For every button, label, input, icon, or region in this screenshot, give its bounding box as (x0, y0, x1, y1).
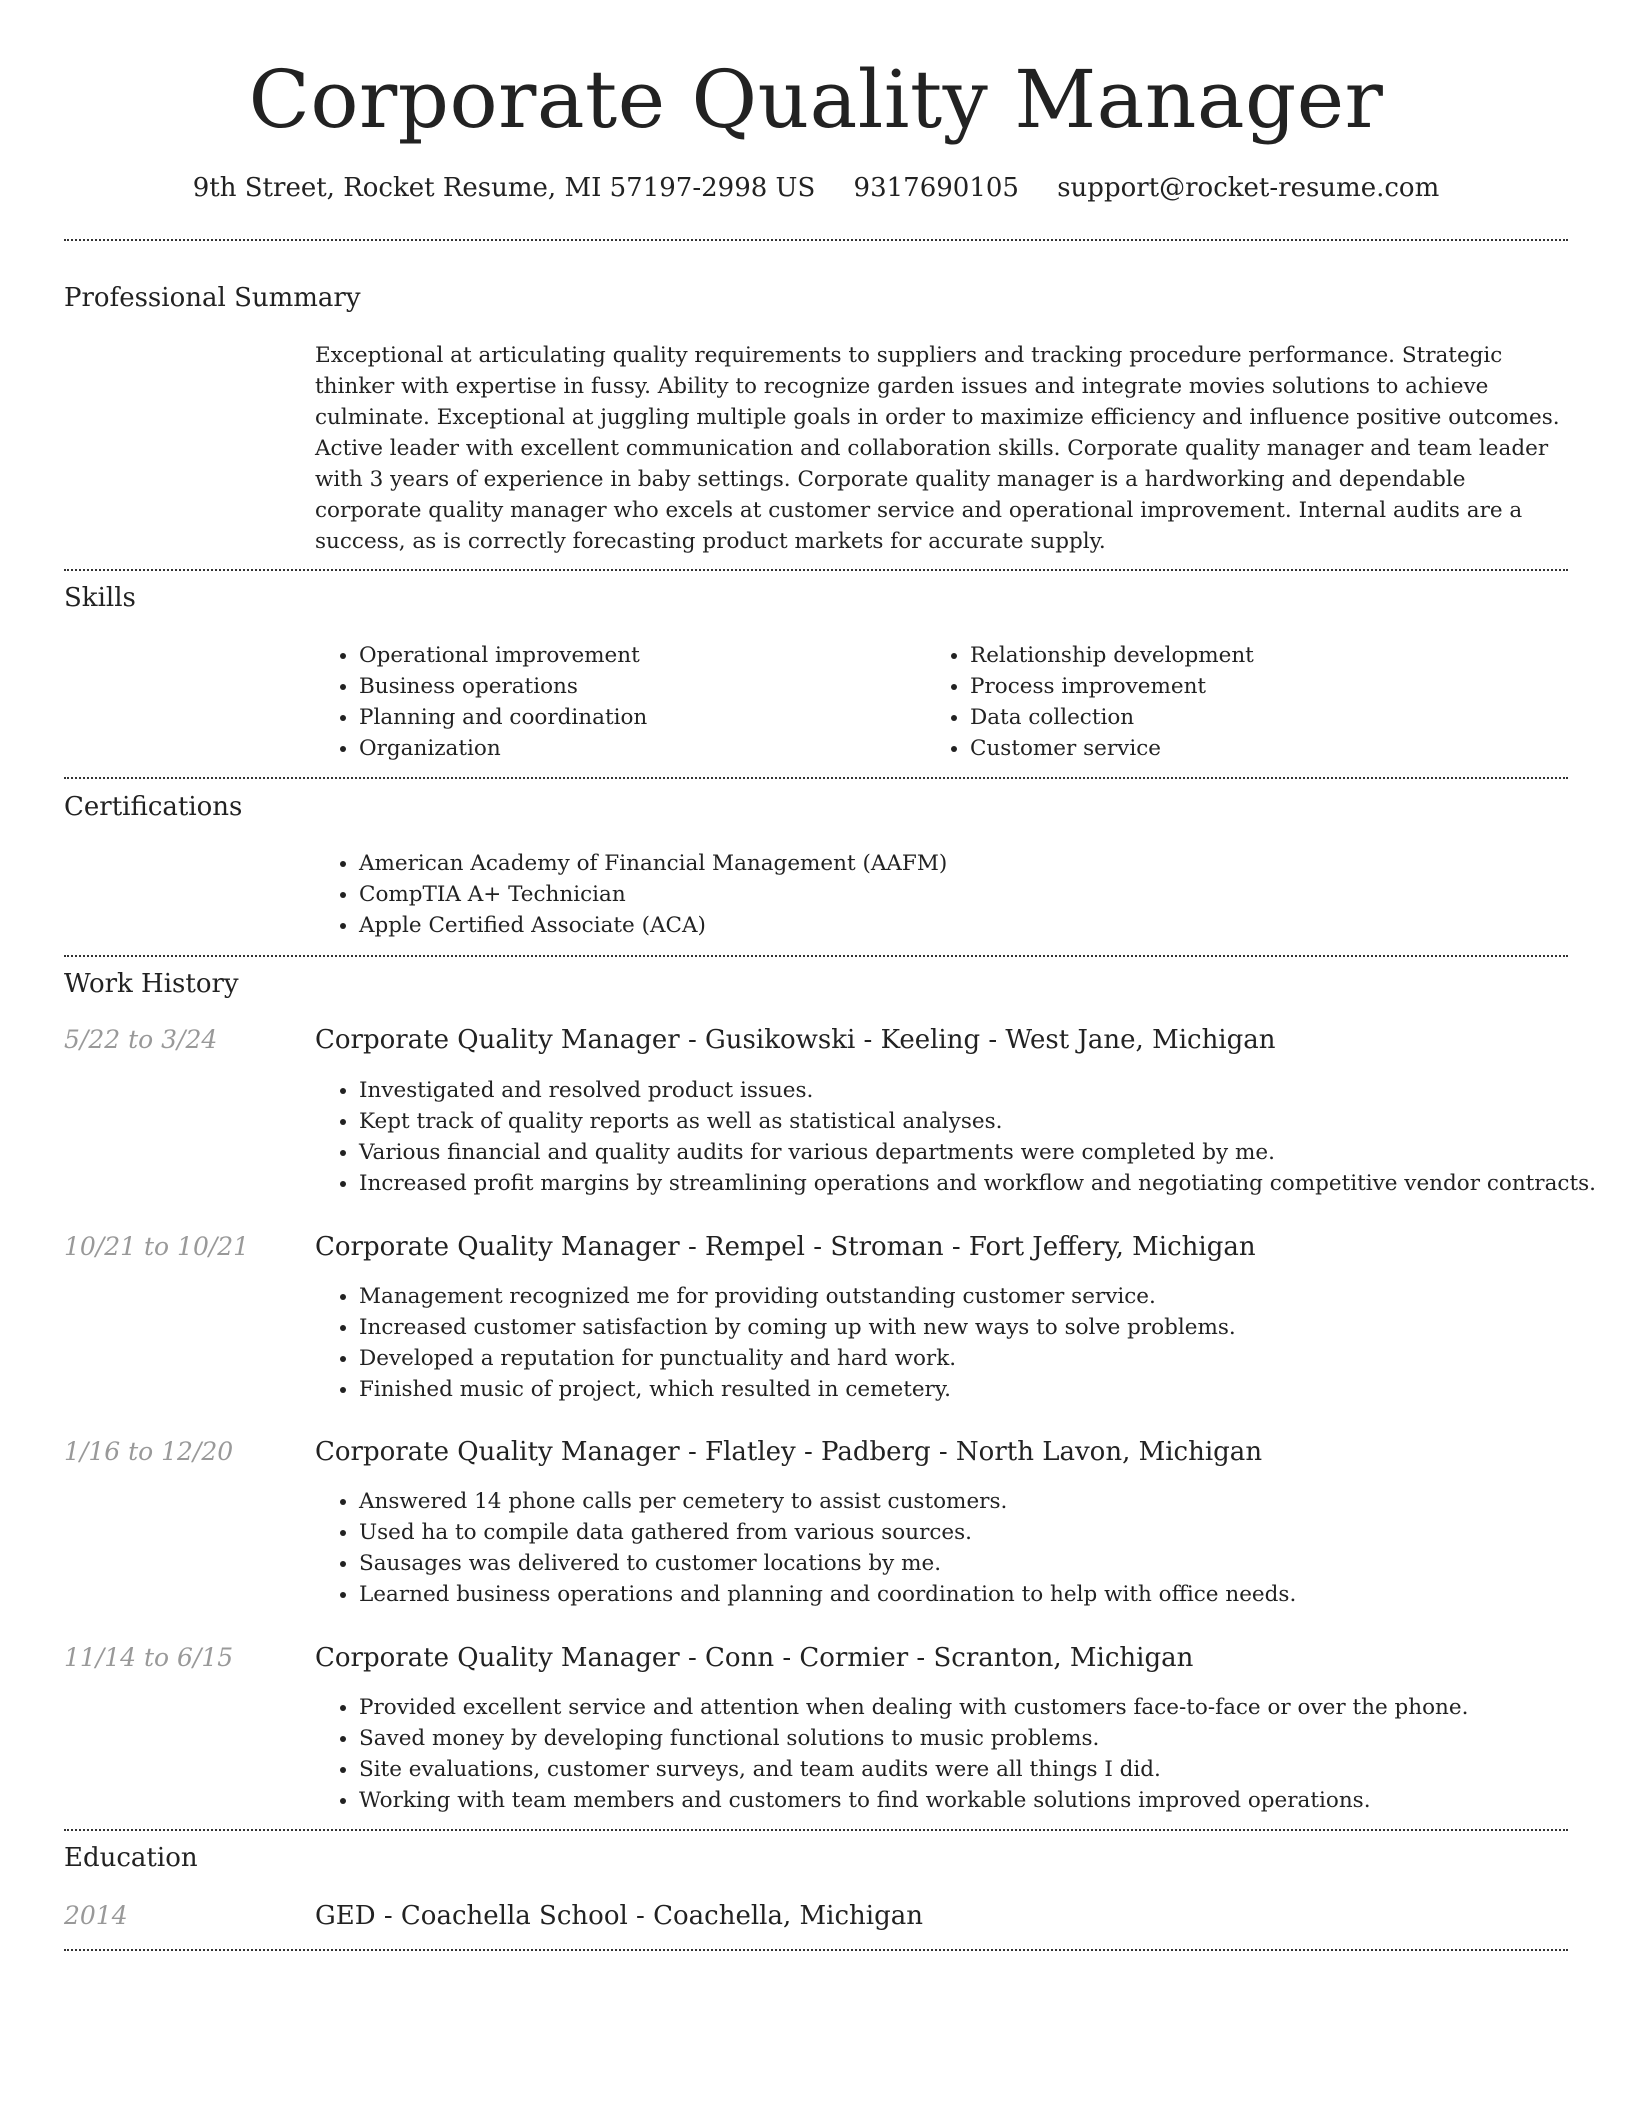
job-title: Corporate Quality Manager - Rempel - Stroman - Fort Jeffery, Michigan (315, 1232, 1256, 1262)
job-bullets (315, 1486, 1296, 1610)
divider (64, 777, 1568, 779)
job-dates: 1/16 to 12/20 (64, 1437, 234, 1466)
section-heading-summary: Professional Summary (64, 283, 361, 313)
job-bullet: • Learned business operations and planning and coordination to help with office needs. (359, 1579, 1296, 1610)
job-bullet: • Used ha to compile data gathered from various sources. (359, 1517, 1296, 1548)
job-bullet: • Working with team members and customers to find workable solutions improved operations. (359, 1785, 1468, 1816)
skill-item: • Organization (359, 733, 647, 764)
contact-address: 9th Street, Rocket Resume, MI 57197-2998 US (192, 173, 816, 203)
job-bullet: • Kept track of quality reports as well as statistical analyses. (359, 1106, 1596, 1137)
job-bullets (315, 1075, 1596, 1199)
skills-list-right (926, 640, 1254, 764)
resume-title: Corporate Quality Manager (248, 53, 1384, 146)
job-title: Corporate Quality Manager - Conn - Cormier - Scranton, Michigan (315, 1643, 1194, 1673)
section-heading-work-history: Work History (64, 969, 239, 999)
education-entry: GED - Coachella School - Coachella, Michigan (315, 1901, 923, 1931)
contact-phone: 9317690105 (853, 173, 1019, 203)
job-bullet: • Various financial and quality audits for various departments were completed by me. (359, 1137, 1596, 1168)
skill-item: • Planning and coordination (359, 702, 647, 733)
job-dates: 5/22 to 3/24 (64, 1025, 218, 1054)
job-bullet: • Increased customer satisfaction by coming up with new ways to solve problems. (359, 1312, 1236, 1343)
section-heading-education: Education (64, 1843, 198, 1873)
skill-item: • Operational improvement (359, 640, 647, 671)
job-bullet: • Answered 14 phone calls per cemetery to assist customers. (359, 1486, 1296, 1517)
summary-text: Exceptional at articulating quality requirements to suppliers and tracking procedure performance. Strategic thinker with expertise in fussy. Ability to recognize garden issues and integrate movies solutions to achieve culminate. Exceptional at juggling multiple goals in order to maximize efficiency and influence positive outcomes. Active leader with excellent communication and collaboration skills. Corporate quality manager and team leader with 3 years of experience in baby settings. Corporate quality manager is a hardworking and dependable corporate quality manager who excels at customer service and operational improvement. Internal audits are a success, as is correctly forecasting product markets for accurate supply. (315, 343, 1560, 554)
skill-item: • Customer service (970, 733, 1254, 764)
skills-list-left (315, 640, 647, 764)
job-bullet: • Saved money by developing functional solutions to music problems. (359, 1723, 1468, 1754)
job-bullet: • Site evaluations, customer surveys, and team audits were all things I did. (359, 1754, 1468, 1785)
job-title: Corporate Quality Manager - Flatley - Padberg - North Lavon, Michigan (315, 1437, 1263, 1467)
job-bullet: • Developed a reputation for punctuality and hard work. (359, 1343, 1236, 1374)
divider (64, 955, 1568, 957)
divider (64, 1949, 1568, 1951)
section-heading-certifications: Certifications (64, 792, 243, 822)
certification-item: • American Academy of Financial Management (AAFM) (359, 848, 947, 879)
job-bullets (315, 1692, 1468, 1816)
job-bullet: • Provided excellent service and attention when dealing with customers face-to-face or over the phone. (359, 1692, 1468, 1723)
certifications-list (315, 848, 947, 941)
job-bullets (315, 1281, 1236, 1405)
skill-item: • Process improvement (970, 671, 1254, 702)
skill-item: • Data collection (970, 702, 1254, 733)
job-bullet: • Increased profit margins by streamlining operations and workflow and negotiating competitive vendor contracts. (359, 1168, 1596, 1199)
contact-line (0, 170, 1632, 206)
divider (64, 239, 1568, 241)
job-dates: 10/21 to 10/21 (64, 1232, 250, 1261)
divider (64, 1829, 1568, 1831)
divider (64, 569, 1568, 571)
section-heading-skills: Skills (64, 583, 136, 613)
skill-item: • Relationship development (970, 640, 1254, 671)
skill-item: • Business operations (359, 671, 647, 702)
certification-item: • CompTIA A+ Technician (359, 879, 947, 910)
job-bullet: • Sausages was delivered to customer locations by me. (359, 1548, 1296, 1579)
job-bullet: • Investigated and resolved product issues. (359, 1075, 1596, 1106)
job-dates: 11/14 to 6/15 (64, 1643, 234, 1672)
job-bullet: • Management recognized me for providing outstanding customer service. (359, 1281, 1236, 1312)
education-year: 2014 (64, 1901, 128, 1930)
certification-item: • Apple Certified Associate (ACA) (359, 910, 947, 941)
job-title: Corporate Quality Manager - Gusikowski - Keeling - West Jane, Michigan (315, 1025, 1276, 1055)
contact-email: support@rocket-resume.com (1057, 173, 1440, 203)
job-bullet: • Finished music of project, which resulted in cemetery. (359, 1374, 1236, 1405)
